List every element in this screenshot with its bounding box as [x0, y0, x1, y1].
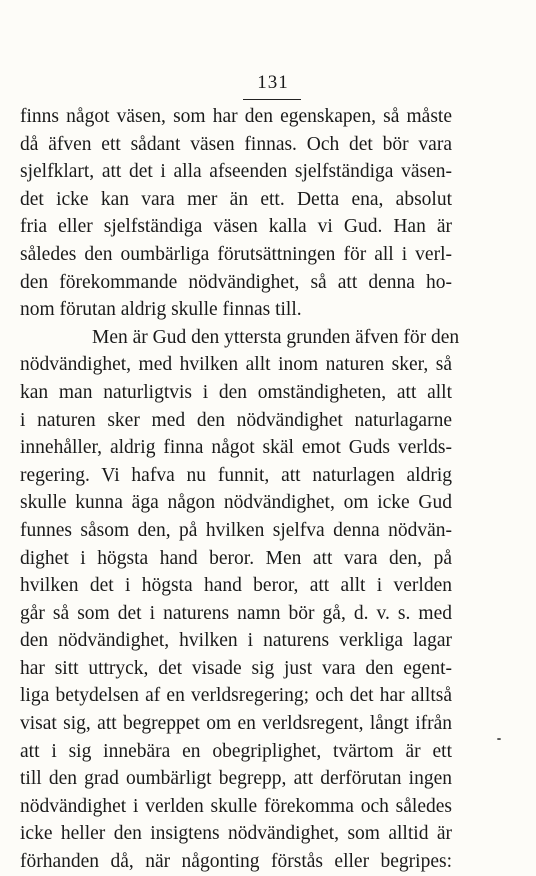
text-line: funnes såsom den, på hvilken sjelfva denna nödvän- [20, 519, 452, 541]
text-line: i naturen sker med den nödvändighet naturlagarne [20, 409, 452, 431]
text-line: nom förutan aldrig skulle finnas till. [20, 299, 302, 321]
text-line: innehåller, aldrig finna något skäl emot Guds verlds- [20, 437, 452, 459]
text-line: förhanden då, när någonting förstås eller begripes: [20, 851, 452, 873]
text-line: icke heller den insigtens nödvändighet, som alltid är [20, 823, 452, 845]
paragraph-1 [20, 103, 452, 324]
text-line: går så som det i naturens namn bör gå, d. v. s. med [20, 602, 452, 624]
page-number: 131 [257, 72, 289, 93]
body-text [20, 103, 460, 876]
text-line: att i sig innebära en obegriplighet, tvärtom är ett [20, 740, 452, 762]
text-line: liga betydelsen af en verldsregering; och det har alltså [20, 685, 452, 707]
text-line: nödvändighet i verlden skulle förekomma och således [20, 795, 452, 817]
text-line: nödvändighet, med hvilken allt inom naturen sker, så [20, 354, 452, 376]
text-line: skulle kunna äga någon nödvändighet, om icke Gud [20, 492, 452, 514]
text-line: regering. Vi hafva nu funnit, att naturlagen aldrig [20, 464, 452, 486]
text-line: sjelfklart, att det i alla afseenden sjelfständiga väsen- [20, 161, 452, 183]
text-line: den nödvändighet, hvilken i naturens verkliga lagar [20, 630, 452, 652]
text-line: således den oumbärliga förutsättningen för all i verl- [20, 243, 452, 265]
text-line: hvilken det i högsta hand beror, att allt i verlden [20, 575, 452, 597]
paragraph-2 [20, 324, 460, 876]
text-line: kan man naturligtvis i den omständigheten, att allt [20, 381, 452, 403]
text-line: finns något väsen, som har den egenskapen, så måste [20, 106, 452, 127]
text-line: det icke kan vara mer än ett. Detta ena, absolut [20, 188, 452, 210]
text-line: fria eller sjelfständiga väsen kalla vi Gud. Han är [20, 216, 452, 238]
text-line: visat sig, att begreppet om en verldsregent, långt ifrån [20, 713, 452, 735]
text-line: dighet i högsta hand beror. Men att vara den, på [20, 547, 452, 569]
text-line: den förekommande nödvändighet, så att denna ho- [20, 271, 452, 293]
text-line: då äfven ett sådant väsen finnas. Och det bör vara [20, 133, 452, 155]
header-rule [243, 99, 301, 100]
text-line: har sitt uttryck, det visade sig just vara den egent- [20, 657, 452, 679]
text-line: till den grad oumbärligt begrepp, att derförutan ingen [20, 768, 452, 790]
margin-speck [497, 738, 501, 740]
text-line: Men är Gud den yttersta grunden äfven för den [92, 326, 460, 348]
